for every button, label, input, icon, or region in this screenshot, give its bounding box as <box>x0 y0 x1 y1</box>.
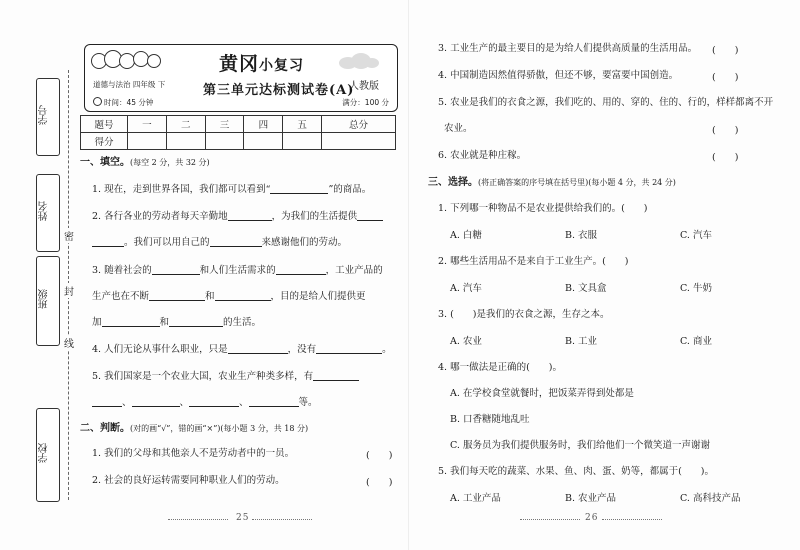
judge-question-4: 4. 中国制造因然值得骄傲，但还不够，要富要中国创造。 <box>438 70 679 81</box>
time-limit: 时间：45 分钟 <box>93 97 153 108</box>
score-header-cell: 四 <box>244 116 283 133</box>
choice-question-2: 2. 哪些生活用品不是来自于工业生产。( ) <box>438 256 629 267</box>
choice-question-1: 1. 下列哪一种物品不是农业提供给我们的。( ) <box>438 203 648 214</box>
exam-title: 第三单元达标测试卷(A) <box>203 83 355 98</box>
answer-blank[interactable] <box>132 396 180 407</box>
score-cell[interactable] <box>166 133 205 150</box>
answer-blank[interactable] <box>189 396 239 407</box>
judge-question-3: 3. 工业生产的最主要目的是为给人们提供高质量的生活用品。 <box>438 43 698 54</box>
score-cell[interactable] <box>205 133 244 150</box>
score-header-cell: 题号 <box>81 116 128 133</box>
section1-heading: 一、填空。(每空 2 分，共 32 分) <box>80 157 210 168</box>
choice-question-5: 5. 我们每天吃的蔬菜、水果、鱼、肉、蛋、奶等，都属于( )。 <box>438 466 714 477</box>
answer-blank[interactable] <box>357 210 383 221</box>
judge-question-2: 2. 社会的良好运转需要同种职业人们的劳动。 <box>92 475 285 486</box>
cut-word-seal2: 封 <box>64 283 74 298</box>
edition-label: 人教版 <box>349 81 379 92</box>
student-name-box[interactable] <box>36 174 60 252</box>
option-c[interactable]: C. 商业 <box>680 336 712 347</box>
student-id-box[interactable] <box>36 78 60 156</box>
fill-question-3-cont: 生产也在不断 和 ，目的是给人们提供更 <box>92 291 366 302</box>
school-box[interactable] <box>36 408 60 502</box>
student-name-label: 姓名 <box>39 201 50 221</box>
footer-deco-right <box>520 519 580 520</box>
option-c[interactable]: C. 汽车 <box>680 230 712 241</box>
brand-logo: 黄冈小复习 <box>219 53 305 75</box>
answer-blank[interactable] <box>169 316 223 327</box>
fill-question-5: 5. 我们国家是一个农业大国，农业生产种类多样，有 <box>92 370 359 383</box>
class-label: 班级 <box>39 289 50 309</box>
cloud-decoration <box>339 53 379 71</box>
answer-paren[interactable]: ( ) <box>712 45 739 56</box>
answer-blank[interactable] <box>92 236 124 247</box>
answer-paren[interactable]: ( ) <box>366 477 393 488</box>
fill-question-3: 3. 随着社会的 和人们生活需求的 ，工业产品的 <box>92 265 383 276</box>
class-box[interactable] <box>36 256 60 346</box>
judge-question-5: 5. 农业是我们的衣食之源，我们吃的、用的、穿的、住的、行的，样样都离不开 <box>438 97 774 108</box>
option-a[interactable]: A. 白糖 <box>450 230 482 241</box>
fill-question-2: 2. 各行各业的劳动者每天辛勤地 ，为我们的生活提供 <box>92 210 383 223</box>
option-c[interactable]: C. 高科技产品 <box>680 493 741 504</box>
judge-question-6: 6. 农业就是种庄稼。 <box>438 150 527 161</box>
option-a[interactable]: A. 农业 <box>450 336 482 347</box>
answer-paren[interactable]: ( ) <box>712 72 739 83</box>
option-c[interactable]: C. 牛奶 <box>680 283 712 294</box>
score-cell[interactable] <box>244 133 283 150</box>
footer-deco-left2 <box>252 519 312 520</box>
choice-question-4: 4. 哪一做法是正确的( )。 <box>438 362 562 373</box>
score-cell[interactable] <box>283 133 322 150</box>
option-b[interactable]: B. 口香糖随地乱吐 <box>450 414 530 425</box>
section3-heading: 三、选择。(将正确答案的序号填在括号里)(每小题 4 分，共 24 分) <box>428 177 676 188</box>
exam-header <box>84 44 398 112</box>
answer-blank[interactable] <box>316 343 382 354</box>
fill-question-5-cont: 、 、 、 等。 <box>92 396 318 409</box>
option-a[interactable]: A. 在学校食堂就餐时，把饭菜弄得到处都是 <box>450 388 634 399</box>
answer-blank[interactable] <box>270 183 328 194</box>
score-header-cell: 总分 <box>322 116 396 133</box>
option-b[interactable]: B. 衣服 <box>565 230 598 241</box>
clock-icon <box>93 97 102 106</box>
score-header-cell: 五 <box>283 116 322 133</box>
full-score: 满分：100 分 <box>342 98 389 107</box>
score-cell[interactable] <box>322 133 396 150</box>
footer-deco-right2 <box>602 519 662 520</box>
score-cell[interactable] <box>128 133 167 150</box>
page-number-left: 25 <box>236 513 250 523</box>
cut-word-line: 线 <box>64 335 74 350</box>
score-table <box>80 115 396 150</box>
answer-blank[interactable] <box>102 316 160 327</box>
option-b[interactable]: B. 工业 <box>565 336 598 347</box>
page-fold <box>408 0 409 550</box>
option-a[interactable]: A. 工业产品 <box>450 493 501 504</box>
answer-blank[interactable] <box>215 290 271 301</box>
answer-paren[interactable]: ( ) <box>712 125 739 136</box>
answer-blank[interactable] <box>152 264 200 275</box>
answer-blank[interactable] <box>149 290 205 301</box>
judge-question-5-cont: 农业。 <box>444 123 473 134</box>
option-a[interactable]: A. 汽车 <box>450 283 482 294</box>
children-illustration <box>89 49 169 75</box>
fill-question-1: 1. 现在，走到世界各国，我们都可以看到“ ”的商品。 <box>92 184 372 195</box>
cut-word-seal: 密 <box>64 228 74 243</box>
fill-question-4: 4. 人们无论从事什么职业，只是 ，没有 。 <box>92 344 392 355</box>
score-row-label: 得分 <box>81 133 128 150</box>
answer-blank[interactable] <box>228 210 272 221</box>
answer-blank[interactable] <box>228 343 288 354</box>
score-header-cell: 三 <box>205 116 244 133</box>
section2-heading: 二、判断。(对的画“√”，错的画“×”)(每小题 3 分，共 18 分) <box>80 423 309 434</box>
option-c[interactable]: C. 服务员为我们提供服务时，我们给他们一个微笑道一声谢谢 <box>450 440 710 451</box>
answer-blank[interactable] <box>92 396 122 407</box>
fill-question-3-cont2: 加 和 的生活。 <box>92 317 262 328</box>
option-b[interactable]: B. 文具盒 <box>565 283 607 294</box>
subject-label: 道德与法治 四年级 下 <box>93 80 166 89</box>
fill-question-2-cont: 。我们可以用自己的 来感谢他们的劳动。 <box>92 236 347 249</box>
judge-question-1: 1. 我们的父母和其他亲人不是劳动者中的一员。 <box>92 448 295 459</box>
answer-blank[interactable] <box>313 370 359 381</box>
answer-blank[interactable] <box>210 236 262 247</box>
choice-question-3: 3. ( )是我们的衣食之源，生存之本。 <box>438 309 610 320</box>
student-id-label: 学号 <box>39 105 50 125</box>
binding-strip <box>36 78 66 498</box>
score-header-cell: 二 <box>166 116 205 133</box>
answer-paren[interactable]: ( ) <box>712 152 739 163</box>
answer-blank[interactable] <box>276 264 326 275</box>
page-number-right: 26 <box>585 513 599 523</box>
footer-deco-left <box>168 519 228 520</box>
option-b[interactable]: B. 农业产品 <box>565 493 617 504</box>
score-header-cell: 一 <box>128 116 167 133</box>
school-label: 学校 <box>39 443 50 463</box>
answer-paren[interactable]: ( ) <box>366 450 393 461</box>
answer-blank[interactable] <box>249 396 299 407</box>
